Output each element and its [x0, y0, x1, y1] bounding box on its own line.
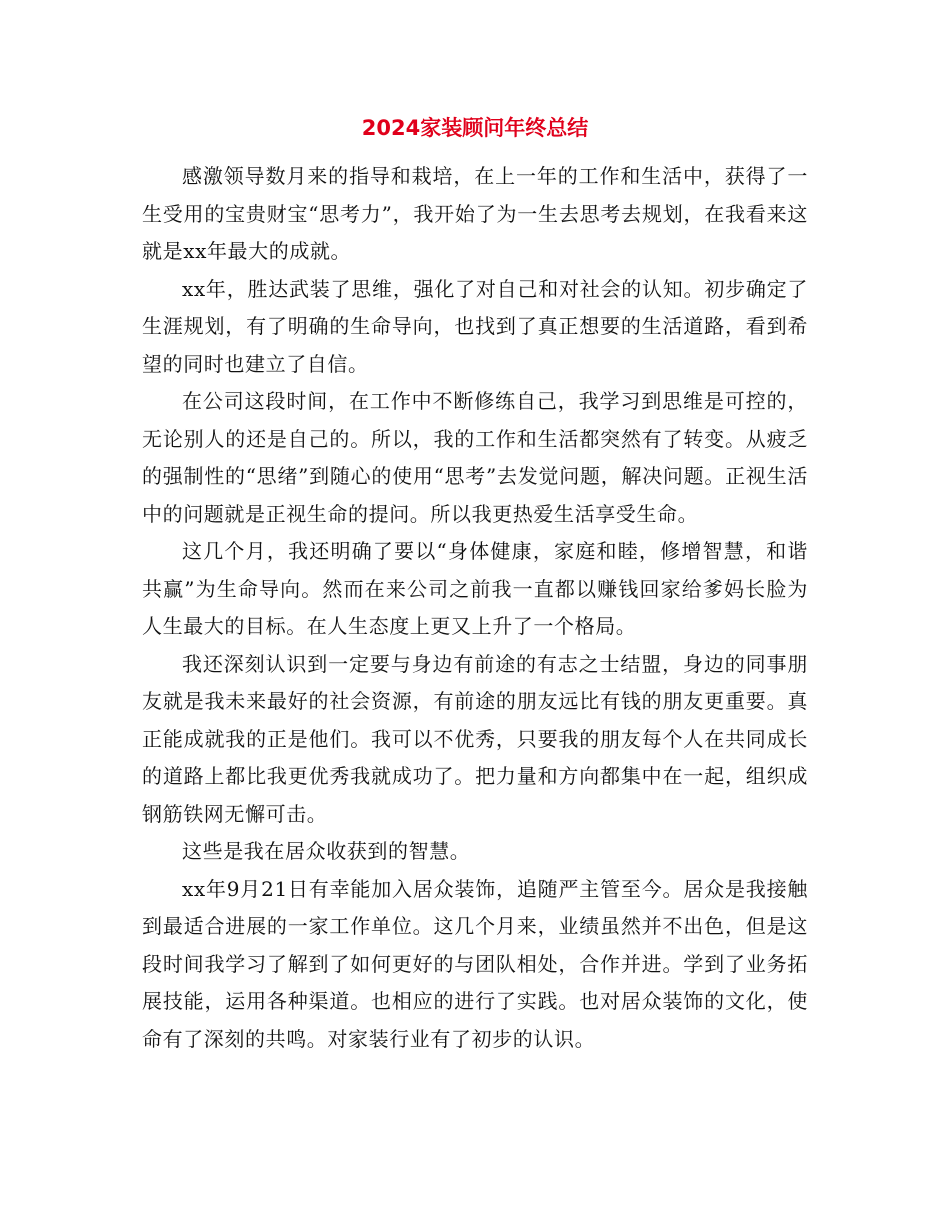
paragraph-4: 这几个月，我还明确了要以“身体健康，家庭和睦，修增智慧，和谐共赢”为生命导向。然而在来公司之前我一直都以赚钱回家给爹妈长脸为人生最大的目标。在人生态度上更又上升了一个格局。 — [142, 539, 808, 638]
paragraph-2: xx年，胜达武装了思维，强化了对自己和对社会的认知。初步确定了生涯规划，有了明确的生命导向，也找到了真正想要的生活道路，看到希望的同时也建立了自信。 — [142, 276, 808, 376]
paragraph-1: 感激领导数月来的指导和栽培，在上一年的工作和生活中，获得了一生受用的宝贵财宝“思考力”，我开始了为一生去思考去规划，在我看来这就是xx年最大的成就。 — [142, 164, 808, 263]
paragraph-6: 这些是我在居众收获到的智慧。 — [182, 839, 471, 863]
document-page — [142, 112, 808, 1058]
paragraph-3: 在公司这段时间，在工作中不断修练自己，我学习到思维是可控的，无论别人的还是自己的。所以，我的工作和生活都突然有了转变。从疲乏的强制性的“思绪”到随心的使用“思考”去发觉问题，解决问题。正视生活中的问题就是正视生命的提问。所以我更热爱生活享受生命。 — [142, 389, 808, 526]
paragraph-5: 我还深刻认识到一定要与身边有前途的有志之士结盟，身边的同事朋友就是我未来最好的社会资源，有前途的朋友远比有钱的朋友更重要。真正能成就我的正是他们。我可以不优秀，只要我的朋友每个人在共同成长的道路上都比我更优秀我就成功了。把力量和方向都集中在一起，组织成钢筋铁网无懈可击。 — [142, 651, 808, 826]
document-title: 2024家装顾问年终总结 — [361, 116, 589, 140]
paragraph-7: xx年9月21日有幸能加入居众装饰，追随严主管至今。居众是我接触到最适合进展的一家工作单位。这几个月来，业绩虽然并不出色，但是这段时间我学习了解到了如何更好的与团队相处，合作并进。学到了业务拓展技能，运用各种渠道。也相应的进行了实践。也对居众装饰的文化，使命有了深刻的共鸣。对家装行业有了初步的认识。 — [142, 876, 808, 1051]
